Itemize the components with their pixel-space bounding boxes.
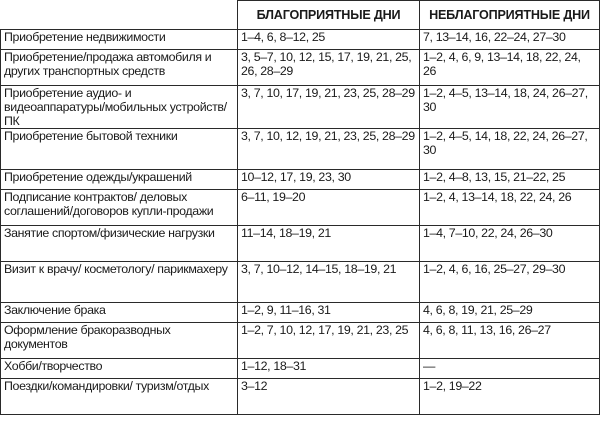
unfavorable-days-cell: 4, 6, 8, 19, 21, 25–29 [420, 303, 600, 323]
activity-cell: Поездки/командировки/ туризм/отдых [1, 379, 238, 415]
unfavorable-days-cell: 4, 6, 8, 11, 13, 16, 26–27 [420, 323, 600, 359]
table-row [1, 323, 600, 359]
header-activity [1, 1, 238, 30]
table-row [1, 359, 600, 379]
activity-cell: Визит к врачу/ косметологу/ парикмахеру [1, 262, 238, 303]
favorable-days-cell: 3–12 [238, 379, 420, 415]
table-row [1, 226, 600, 262]
activity-cell: Заключение брака [1, 303, 238, 323]
table-header [1, 1, 600, 30]
unfavorable-days-cell: 1–2, 4, 6, 9, 13–14, 18, 22, 24, 26 [420, 50, 600, 86]
activity-cell: Приобретение аудио- и видеоаппаратуры/мобильных устройств/ПК [1, 86, 238, 129]
unfavorable-days-cell: 1–4, 7–10, 22, 24, 26–30 [420, 226, 600, 262]
favorable-days-cell: 11–14, 18–19, 21 [238, 226, 420, 262]
header-unfavorable-days: НЕБЛАГОПРИЯТНЫЕ ДНИ [420, 1, 600, 30]
favorable-days-cell: 6–11, 19–20 [238, 190, 420, 226]
table-body [1, 30, 600, 415]
favorable-days-cell: 1–4, 6, 8–12, 25 [238, 30, 420, 50]
unfavorable-days-cell: 1–2, 4–8, 13, 15, 21–22, 25 [420, 170, 600, 190]
unfavorable-days-cell: 1–2, 4–5, 13–14, 18, 24, 26–27, 30 [420, 86, 600, 129]
table-row [1, 30, 600, 50]
table-row [1, 262, 600, 303]
favorable-days-cell: 3, 7, 10–12, 14–15, 18–19, 21 [238, 262, 420, 303]
favorable-days-cell: 3, 5–7, 10, 12, 15, 17, 19, 21, 25, 26, 28–29 [238, 50, 420, 86]
activity-cell: Подписание контрактов/ деловых соглашений/договоров купли-продажи [1, 190, 238, 226]
unfavorable-days-cell: 1–2, 4, 13–14, 18, 22, 24, 26 [420, 190, 600, 226]
table-row [1, 190, 600, 226]
unfavorable-days-cell: 1–2, 4, 6, 16, 25–27, 29–30 [420, 262, 600, 303]
table-row [1, 50, 600, 86]
favorable-days-cell: 1–2, 9, 11–16, 31 [238, 303, 420, 323]
favorable-days-cell: 10–12, 17, 19, 23, 30 [238, 170, 420, 190]
table-row [1, 303, 600, 323]
activity-cell: Приобретение одежды/украшений [1, 170, 238, 190]
unfavorable-days-cell: 1–2, 4–5, 14, 18, 22, 24, 26–27, 30 [420, 129, 600, 170]
table-row [1, 379, 600, 415]
activity-cell: Приобретение недвижимости [1, 30, 238, 50]
unfavorable-days-cell: 1–2, 19–22 [420, 379, 600, 415]
activity-cell: Приобретение бытовой техники [1, 129, 238, 170]
activity-cell: Хобби/творчество [1, 359, 238, 379]
favorable-days-cell: 1–2, 7, 10, 12, 17, 19, 21, 23, 25 [238, 323, 420, 359]
table-row [1, 86, 600, 129]
table-row [1, 129, 600, 170]
table-row [1, 170, 600, 190]
unfavorable-days-cell: 7, 13–14, 16, 22–24, 27–30 [420, 30, 600, 50]
favorable-days-cell: 3, 7, 10, 17, 19, 21, 23, 25, 28–29 [238, 86, 420, 129]
activity-cell: Оформление бракоразводных документов [1, 323, 238, 359]
favorable-days-cell: 3, 7, 10, 12, 19, 21, 23, 25, 28–29 [238, 129, 420, 170]
unfavorable-days-cell: — [420, 359, 600, 379]
header-favorable-days: БЛАГОПРИЯТНЫЕ ДНИ [238, 1, 420, 30]
activity-cell: Приобретение/продажа автомобиля и других транспортных средств [1, 50, 238, 86]
activity-cell: Занятие спортом/физические нагрузки [1, 226, 238, 262]
header-row [1, 1, 600, 30]
favorable-days-cell: 1–12, 18–31 [238, 359, 420, 379]
